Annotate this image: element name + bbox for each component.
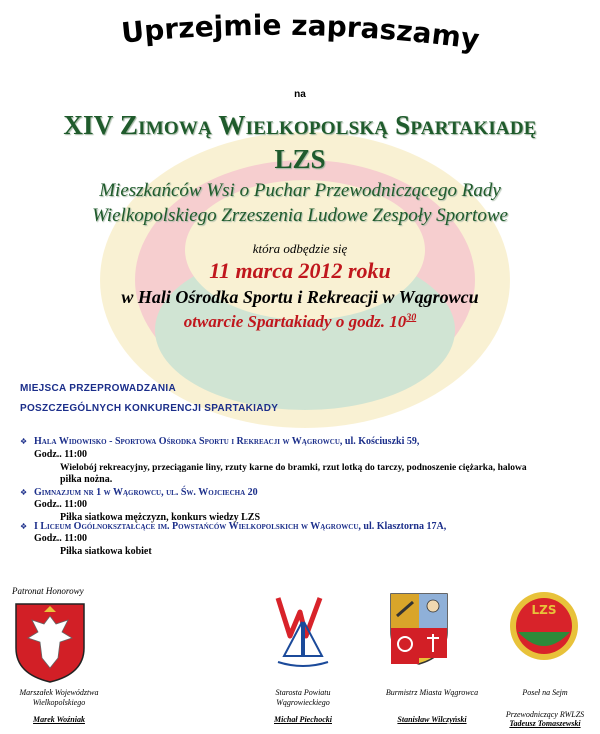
event-title: XIV Zimową Wielkopolską Spartakiadę (63, 110, 537, 140)
patron-title-line: Poseł na Sejm (522, 688, 568, 697)
patron-title (490, 688, 600, 698)
event-venue: w Hali Ośrodka Sportu i Rekreacji w Wągrowcu (121, 287, 479, 307)
patron-title (4, 688, 114, 708)
patron-title (372, 688, 492, 698)
patron-signature: Michał Piechocki (274, 715, 332, 724)
event-subtitle-line2: Wielkopolskiego Zrzeszenia Ludowe Zespoły Sportowe (92, 205, 508, 226)
patron-title-secondary: Przewodniczący RWLZS (505, 710, 585, 719)
powiat-wagrowiecki-logo-icon (274, 592, 332, 672)
venue-address: ul. Klasztorna 17A, (363, 521, 447, 532)
patron-signature: Tadeusz Tomaszewski (509, 719, 581, 728)
diamond-bullet-icon: ❖ (20, 488, 28, 497)
venue-name: I Liceum Ogólnokształcące im. Powstańców Wielkopolskich w Wągrowcu, (34, 521, 361, 532)
patron-title-line: Wągrowieckiego (276, 698, 330, 707)
venue-list-item (34, 521, 446, 533)
patron-title (248, 688, 358, 708)
opening-prefix: otwarcie Spartakiady o godz. 10 (183, 312, 407, 331)
na-label: na (294, 89, 306, 100)
patron-signature: Marek Woźniak (33, 715, 85, 724)
venue-list-item (34, 436, 419, 448)
venue-time: Godz.. 11:00 (34, 533, 88, 544)
section-title-line2: POSZCZEGÓLNYCH KONKURENCJI SPARTAKIADY (20, 403, 279, 414)
venue-events-cont: piłka nożna. (60, 474, 113, 485)
wielkopolska-coat-of-arms-icon (14, 602, 86, 684)
patron-title-line: Starosta Powiatu (275, 688, 331, 697)
patron-signature: Stanisław Wilczyński (397, 715, 467, 724)
venue-events: Piłka siatkowa kobiet (60, 546, 152, 557)
venue-events: Piłka siatkowa mężczyzn, konkurs wiedzy LZS (60, 512, 261, 523)
event-title-lzs: LZS (274, 144, 326, 174)
venue-name: Hala Widowisko - Sportowa Ośrodka Sportu i Rekreacji w Wągrowcu, (34, 436, 343, 447)
patronat-label: Patronat Honorowy (12, 586, 84, 596)
venue-time: Godz.. 11:00 (34, 449, 88, 460)
wagrowiec-coat-of-arms-icon (389, 592, 449, 666)
opening-time (0, 312, 600, 332)
patron-title-line: Wielkopolskiego (32, 698, 86, 707)
diamond-bullet-icon: ❖ (20, 437, 28, 446)
headline (60, 8, 540, 78)
svg-text:Uprzejmie zapraszamy (120, 9, 481, 56)
diamond-bullet-icon: ❖ (20, 522, 28, 531)
lzs-badge-text: LZS (531, 603, 557, 617)
section-title-line1: MIEJSCA PRZEPROWADZANIA (20, 383, 176, 394)
venue-address: ul. Kościuszki 59, (344, 436, 420, 447)
opening-minutes: 30 (406, 312, 417, 324)
venue-events: Wielobój rekreacyjny, przeciąganie liny, rzuty karne do bramki, rzut lotką do tarczy, podnoszenie ciężarka, halowa (60, 463, 527, 473)
patron-title-line: Marszałek Województwa (19, 688, 99, 697)
patron-title-line: Burmistrz Miasta Wągrowca (385, 688, 479, 697)
intro-text: która odbędzie się (252, 241, 348, 256)
headline-text: Uprzejmie zapraszamy (119, 8, 482, 57)
lzs-badge-icon (508, 590, 580, 662)
venue-time: Godz.. 11:00 (34, 499, 88, 510)
event-date: 11 marca 2012 roku (209, 258, 391, 283)
venue-name: Gimnazjum nr 1 w Wągrowcu, ul. Św. Wojciecha 20 (34, 487, 258, 498)
event-subtitle-line1: Mieszkańców Wsi o Puchar Przewodniczącego Rady (99, 180, 501, 201)
